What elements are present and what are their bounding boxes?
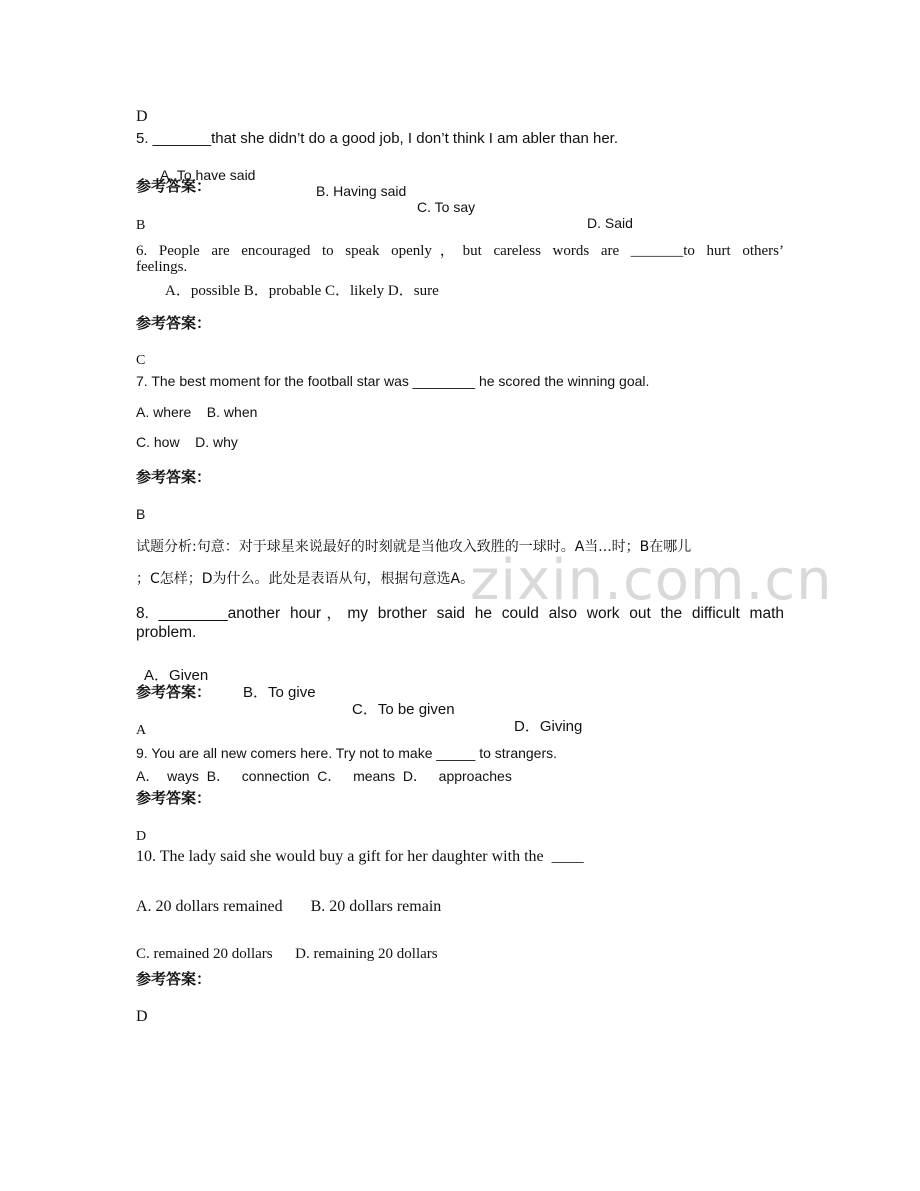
q4-answer: D	[136, 108, 148, 125]
q7-analysis-line1: 试题分析:句意：对于球星来说最好的时刻就是当他攻入致胜的一球时。A当...时；B在哪儿	[136, 539, 692, 555]
q5-option-a[interactable]: A. To have said	[160, 167, 256, 183]
q6-answer-label: 参考答案：	[136, 314, 212, 332]
q7-stem: 7. The best moment for the football star was ________ he scored the winning goal.	[136, 373, 650, 389]
q5-stem: 5. _______that she didn’t do a good job, I don’t think I am abler than her.	[136, 130, 619, 147]
q6-stem-line2: feelings.	[136, 259, 188, 275]
q10-options-ab[interactable]: A. 20 dollars remained B. 20 dollars remain	[136, 898, 442, 915]
q10-stem: 10. The lady said she would buy a gift for her daughter with the ____	[136, 848, 584, 865]
q9-answer: D	[136, 829, 147, 844]
q6-options[interactable]: A．possible B．probable C．likely D．sure	[165, 283, 439, 299]
q7-analysis-line2: ；C怎样；D为什么。此处是表语从句，根据句意选A。	[136, 571, 475, 587]
q9-stem: 9. You are all new comers here. Try not to make _____ to strangers.	[136, 745, 558, 761]
q8-option-c[interactable]: C．To be given	[352, 701, 455, 718]
q8-answer-label: 参考答案：	[136, 683, 212, 701]
q9-options[interactable]: A． ways B． connection C． means D． approaches	[136, 768, 512, 784]
watermark: zixin.com.cn	[470, 548, 833, 613]
q9-answer-label: 参考答案：	[136, 789, 212, 807]
q10-answer: D	[136, 1008, 148, 1025]
q8-option-a[interactable]: A．Given	[144, 667, 209, 684]
q7-options-cd[interactable]: C. how D. why	[136, 434, 238, 450]
q8-option-b[interactable]: B．To give	[243, 684, 316, 701]
q7-options-ab[interactable]: A. where B. when	[136, 404, 258, 420]
q10-options-cd[interactable]: C. remained 20 dollars D. remaining 20 dollars	[136, 946, 438, 962]
q8-option-d[interactable]: D．Giving	[514, 718, 583, 735]
q5-answer: B	[136, 218, 146, 233]
q5-answer-label: 参考答案：	[136, 177, 212, 195]
q5-option-b[interactable]: B. Having said	[316, 183, 407, 199]
q7-answer-label: 参考答案：	[136, 468, 212, 486]
q6-stem-line1: 6. People are encouraged to speak openly，but careless words are _______to hurt others’	[136, 243, 784, 259]
q5-option-d[interactable]: D. Said	[587, 215, 633, 231]
q6-answer: C	[136, 353, 146, 368]
q8-answer: A	[136, 723, 147, 738]
q5-option-c[interactable]: C. To say	[417, 199, 476, 215]
q7-answer: B	[136, 506, 146, 522]
q8-stem-line1: 8. ________another hour，my brother said he could also work out the difficult math	[136, 605, 784, 622]
q10-answer-label: 参考答案：	[136, 970, 212, 988]
q8-stem-line2: problem.	[136, 624, 197, 641]
